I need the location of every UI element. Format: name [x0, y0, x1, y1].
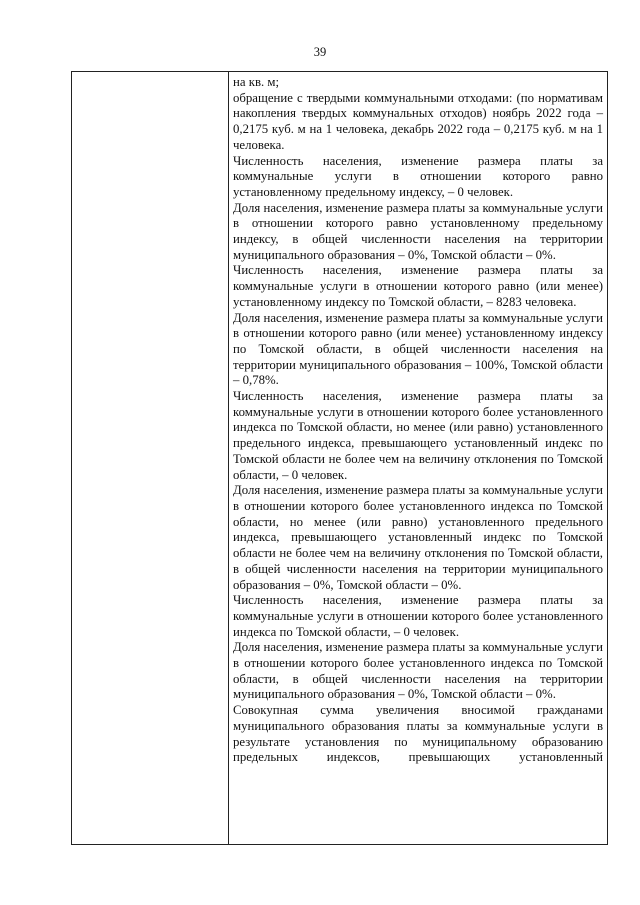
column-divider — [228, 72, 229, 844]
page-number: 39 — [313, 45, 327, 59]
paragraph-population-within-deviation: Численность населения, изменение размера платы за коммунальные услуги в отношении которого более установленного индекса по Томской области, но менее (или равно) установленного предельного индекса, превышающего установленный индекс по Томской области не более чем на величину отклонения по Томской области, – 0 человек. — [233, 389, 603, 482]
paragraph-total-increase: Совокупная сумма увеличения вносимой гражданами муниципального образования платы за коммунальные услуги в результате установления по муниципальному образованию предельных индексов, превышающих установленный — [233, 703, 603, 765]
content-table — [71, 71, 608, 845]
paragraph-population-equal-limit: Численность населения, изменение размера платы за коммунальные услуги в отношении которого равно установленному предельному индексу, – 0 человек. — [233, 153, 603, 199]
paragraph-population-above-index: Численность населения, изменение размера платы за коммунальные услуги в отношении которого более установленного индекса по Томской области, – 0 человек. — [233, 593, 603, 639]
paragraph-population-below-index: Численность населения, изменение размера платы за коммунальные услуги в отношении которого равно (или менее) установленному индексу по Томской области, – 8283 человека. — [233, 263, 603, 309]
paragraph-share-equal-limit: Доля населения, изменение размера платы за коммунальные услуги в отношении которого равно установленному предельному индексу, в общей численности населения на территории муниципального образования – 0%, Томской области – 0%. — [233, 200, 603, 262]
paragraph-share-above-index: Доля населения, изменение размера платы за коммунальные услуги в отношении которого более установленного индекса по Томской области, в общей численности населения на территории муниципального образования – 0%, Томской области – 0%. — [233, 640, 603, 702]
table-left-cell — [72, 72, 228, 844]
paragraph-share-below-index: Доля населения, изменение размера платы за коммунальные услуги в отношении которого равно (или менее) установленному индексу по Томской области, в общей численности населения на территории муниципального образования – 100%, Томской области – 0,78%. — [233, 310, 603, 388]
table-right-cell — [233, 75, 603, 766]
paragraph-waste-norms: обращение с твердыми коммунальными отходами: (по нормативам накопления твердых коммунальных отходов) ноябрь 2022 года – 0,2175 куб. м на 1 человека, декабрь 2022 года – 0,2175 куб. м на 1 человека. — [233, 90, 603, 152]
paragraph-share-within-deviation: Доля населения, изменение размера платы за коммунальные услуги в отношении которого более установленного индекса по Томской области, но менее (или равно) установленного предельного индекса, превышающего установленный индекс по Томской области не более чем на величину отклонения по Томской области, в общей численности населения на территории муниципального образования – 0%, Томской области – 0%. — [233, 483, 603, 592]
paragraph-area-unit: на кв. м; — [233, 75, 280, 89]
